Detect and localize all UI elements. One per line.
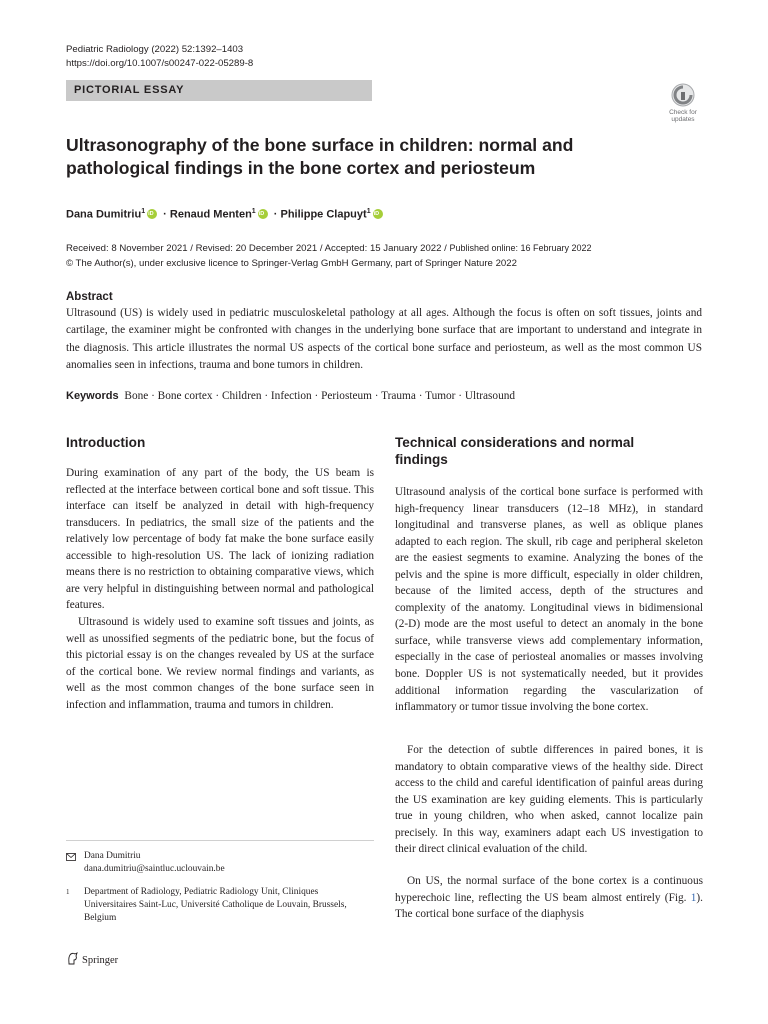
introduction-paragraph-2: Ultrasound is widely used to examine soft tissues and joints, as well as unossified segments of the pediatric bone, but the focus of this pictorial essay is on the changes revealed by US at the surface of the cortical bone. We review normal findings and variants, as well as the most common changes of the bone surface seen in infection and inflammation, trauma and tumors in children. [66, 616, 374, 711]
affiliation-footnote [66, 886, 374, 926]
figure-reference-link[interactable]: 1 [690, 891, 697, 904]
footnote-divider [66, 840, 374, 841]
author-name[interactable]: Renaud Menten [169, 208, 252, 221]
technical-paragraph-3 [395, 873, 703, 923]
corresponding-author [66, 850, 374, 876]
corresponding-author-name: Dana Dumitriu [84, 851, 141, 861]
abstract-text: Ultrasound (US) is widely used in pediatric musculoskeletal pathology at all ages. Although the focus is often on soft tissues, joints and cartilage, the examiner might be confronted with changes in the underlying bone surface that are important to understand and integrate in the diagnosis. This article illustrates the normal US aspects of the cortical bone surface and periosteum, as well as the most common US anomalies seen in infections, trauma and bone tumors in children. [66, 307, 702, 371]
keywords-text: Bone · Bone cortex · Children · Infection · Periosteum · Trauma · Tumor · Ultrasound [124, 390, 516, 402]
author-separator: · [163, 208, 167, 221]
article-title: Ultrasonography of the bone surface in children: normal and pathological findings in the bone cortex and periosteum [66, 135, 574, 178]
check-updates-text-2: updates [671, 116, 695, 123]
introduction-paragraph: During examination of any part of the body, the US beam is reflected at the interface between cortical bone and soft tissue. This interface can itself be analyzed in detail with high-frequency transducers. In pediatrics, the small size of the patients and the relatively low percentage of body fat make the bone surface easily accessible to high-resolution US. The lack of ionizing radiation means there is no restriction to obtaining comparative views, which are very helpful in distinguishing between normal and pathological features. [66, 467, 374, 612]
technical-paragraph-3-text: On US, the normal surface of the bone cortex is a continuous hyperechoic line, reflecting the US beam almost entirely (Fig. [395, 875, 703, 904]
author-separator: · [273, 208, 278, 221]
technical-heading: Technical considerations and normal findings [395, 435, 635, 467]
corresponding-author-email[interactable]: dana.dumitriu@saintluc.uclouvain.be [84, 864, 225, 875]
published-date: Published online: 16 February 2022 [449, 243, 592, 253]
technical-paragraph: Ultrasound analysis of the cortical bone surface is performed with high-frequency linear transducers (12–18 MHz), in standard longitudinal and transverse planes, as well as oblique planes adapted to each region. The skull, rib cage and peripheral skeleton are the easiest segments to examine. Analyzing the bones of the pelvis and the spine is more difficult, especially in older children, because of the limited access, depth of the structures and complexity of the anatomy. Longitudinal views in bidimensional (2-D) mode are the most useful to detect an anomaly in the bone surface, while transverse views add complementary information, especially in the case of periosteal anomalies or masses involving bone. Doppler US is not systematically needed, but it provides additional information regarding the vascularization of inflammatory or tumor tissue involving the bone cortex. [395, 486, 703, 714]
orcid-icon[interactable] [147, 209, 157, 219]
introduction-heading: Introduction [66, 435, 146, 450]
springer-horse-icon [66, 952, 79, 965]
doi-link[interactable]: https://doi.org/10.1007/s00247-022-05289-8 [66, 58, 254, 69]
affiliation-text: Department of Radiology, Pediatric Radiology Unit, Cliniques Universitaires Saint-Luc, Université Catholique de Louvain, Brussels, Belgium [84, 887, 347, 924]
check-for-updates-badge[interactable] [662, 83, 704, 123]
orcid-icon[interactable] [373, 209, 383, 219]
article-dates [66, 241, 592, 271]
received-revised-accepted: Received: 8 November 2021 / Revised: 20 December 2021 / Accepted: 15 January 2022 / [66, 243, 450, 254]
check-updates-icon [671, 83, 695, 107]
abstract-heading: Abstract [66, 291, 113, 303]
orcid-icon[interactable] [258, 209, 268, 219]
publisher-name: Springer [82, 955, 119, 966]
copyright-line: © The Author(s), under exclusive licence to Springer-Verlag GmbH Germany, part of Springer Nature 2022 [66, 258, 517, 269]
affiliation-number: 1 [66, 888, 70, 896]
technical-paragraph-2: For the detection of subtle differences in paired bones, it is mandatory to obtain comparative views of the healthy side. Direct access to the child and careful identification of painful areas during the US examination are key guiding elements. This is particularly true in young children, who when asked, cannot localize pain precisely. In this way, examiners adapt each US investigation to their direct clinical evaluation of the child. [395, 744, 703, 856]
journal-header [66, 43, 253, 71]
author-affiliation: 1 [141, 208, 146, 215]
author-name[interactable]: Dana Dumitriu [66, 208, 142, 221]
author-affiliation: 1 [251, 208, 256, 215]
journal-citation: Pediatric Radiology (2022) 52:1392–1403 [66, 44, 244, 55]
author-name[interactable]: Philippe Clapuyt [280, 208, 367, 221]
author-affiliation: 1 [366, 208, 371, 215]
technical-paragraph-3-tail: ). The cortical bone surface of the diaphysis [395, 891, 703, 921]
publisher-footer [66, 952, 118, 968]
check-updates-text: Check for [669, 109, 697, 116]
author-list [66, 204, 386, 223]
keywords-label: Keywords [66, 390, 119, 402]
envelope-icon [66, 853, 76, 861]
section-banner: PICTORIAL ESSAY [66, 80, 372, 101]
keywords [66, 389, 515, 404]
